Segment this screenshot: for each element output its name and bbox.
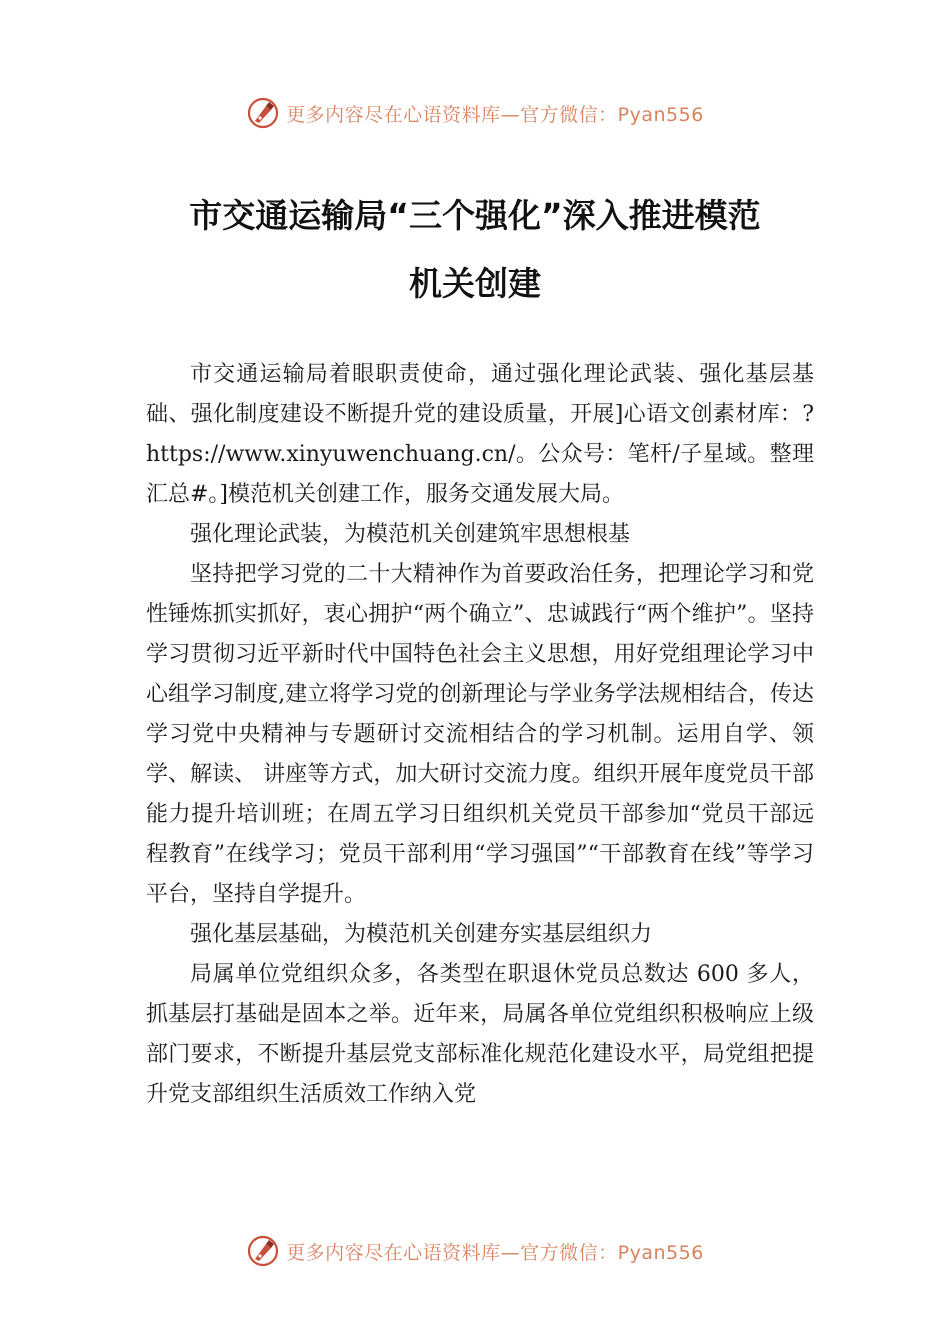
footer-watermark xyxy=(0,1234,950,1268)
watermark-text: 更多内容尽在心语资料库—官方微信：Pyan556 xyxy=(286,103,704,126)
paragraph-grassroots: 局属单位党组织众多，各类型在职退休党员总数达 600 多人，抓基层打基础是固本之举。近年来，局属各单位党组织积极响应上级部门要求，不断提升基层党支部标准化规范化建设水平，局党组把提升党支部组织生活质效工作纳入党 xyxy=(146,962,814,1107)
section-heading-theory: 强化理论武装，为模范机关创建筑牢思想根基 xyxy=(190,522,631,547)
paragraph-theory: 坚持把学习党的二十大精神作为首要政治任务，把理论学习和党性锤炼抓实抓好，衷心拥护“两个确立”、忠诚践行“两个维护”。坚持学习贯彻习近平新时代中国特色社会主义思想，用好党组理论学习中心组学习制度,建立将学习党的创新理论与学业务学法规相结合，传达学习党中央精神与专题研讨交流相结合的学习机制。运用自学、领学、解读、 讲座等方式，加大研讨交流力度。组织开展年度党员干部能力提升培训班；在周五学习日组织机关党员干部参加“党员干部远程教育”在线学习；党员干部利用“学习强国”“干部教育在线”等学习平台，坚持自学提升。 xyxy=(146,562,814,907)
document-body xyxy=(146,355,814,1115)
title-line-1: 市交通运输局“三个强化”深入推进模范 xyxy=(189,196,761,235)
watermark-text: 更多内容尽在心语资料库—官方微信：Pyan556 xyxy=(286,1241,704,1264)
header-watermark xyxy=(0,96,950,130)
document-title xyxy=(140,182,810,318)
paragraph-intro: 市交通运输局着眼职责使命，通过强化理论武装、强化基层基础、强化制度建设不断提升党的建设质量，开展]心语文创素材库：?https://www.xinyuwenchuang.cn/。公众号：笔杆/子星域。整理汇总#。]模范机关创建工作，服务交通发展大局。 xyxy=(146,362,814,507)
section-heading-grassroots: 强化基层基础，为模范机关创建夯实基层组织力 xyxy=(190,922,653,947)
pen-nib-logo-icon xyxy=(246,96,280,130)
title-line-2: 机关创建 xyxy=(409,264,541,303)
pen-nib-logo-icon xyxy=(246,1234,280,1268)
